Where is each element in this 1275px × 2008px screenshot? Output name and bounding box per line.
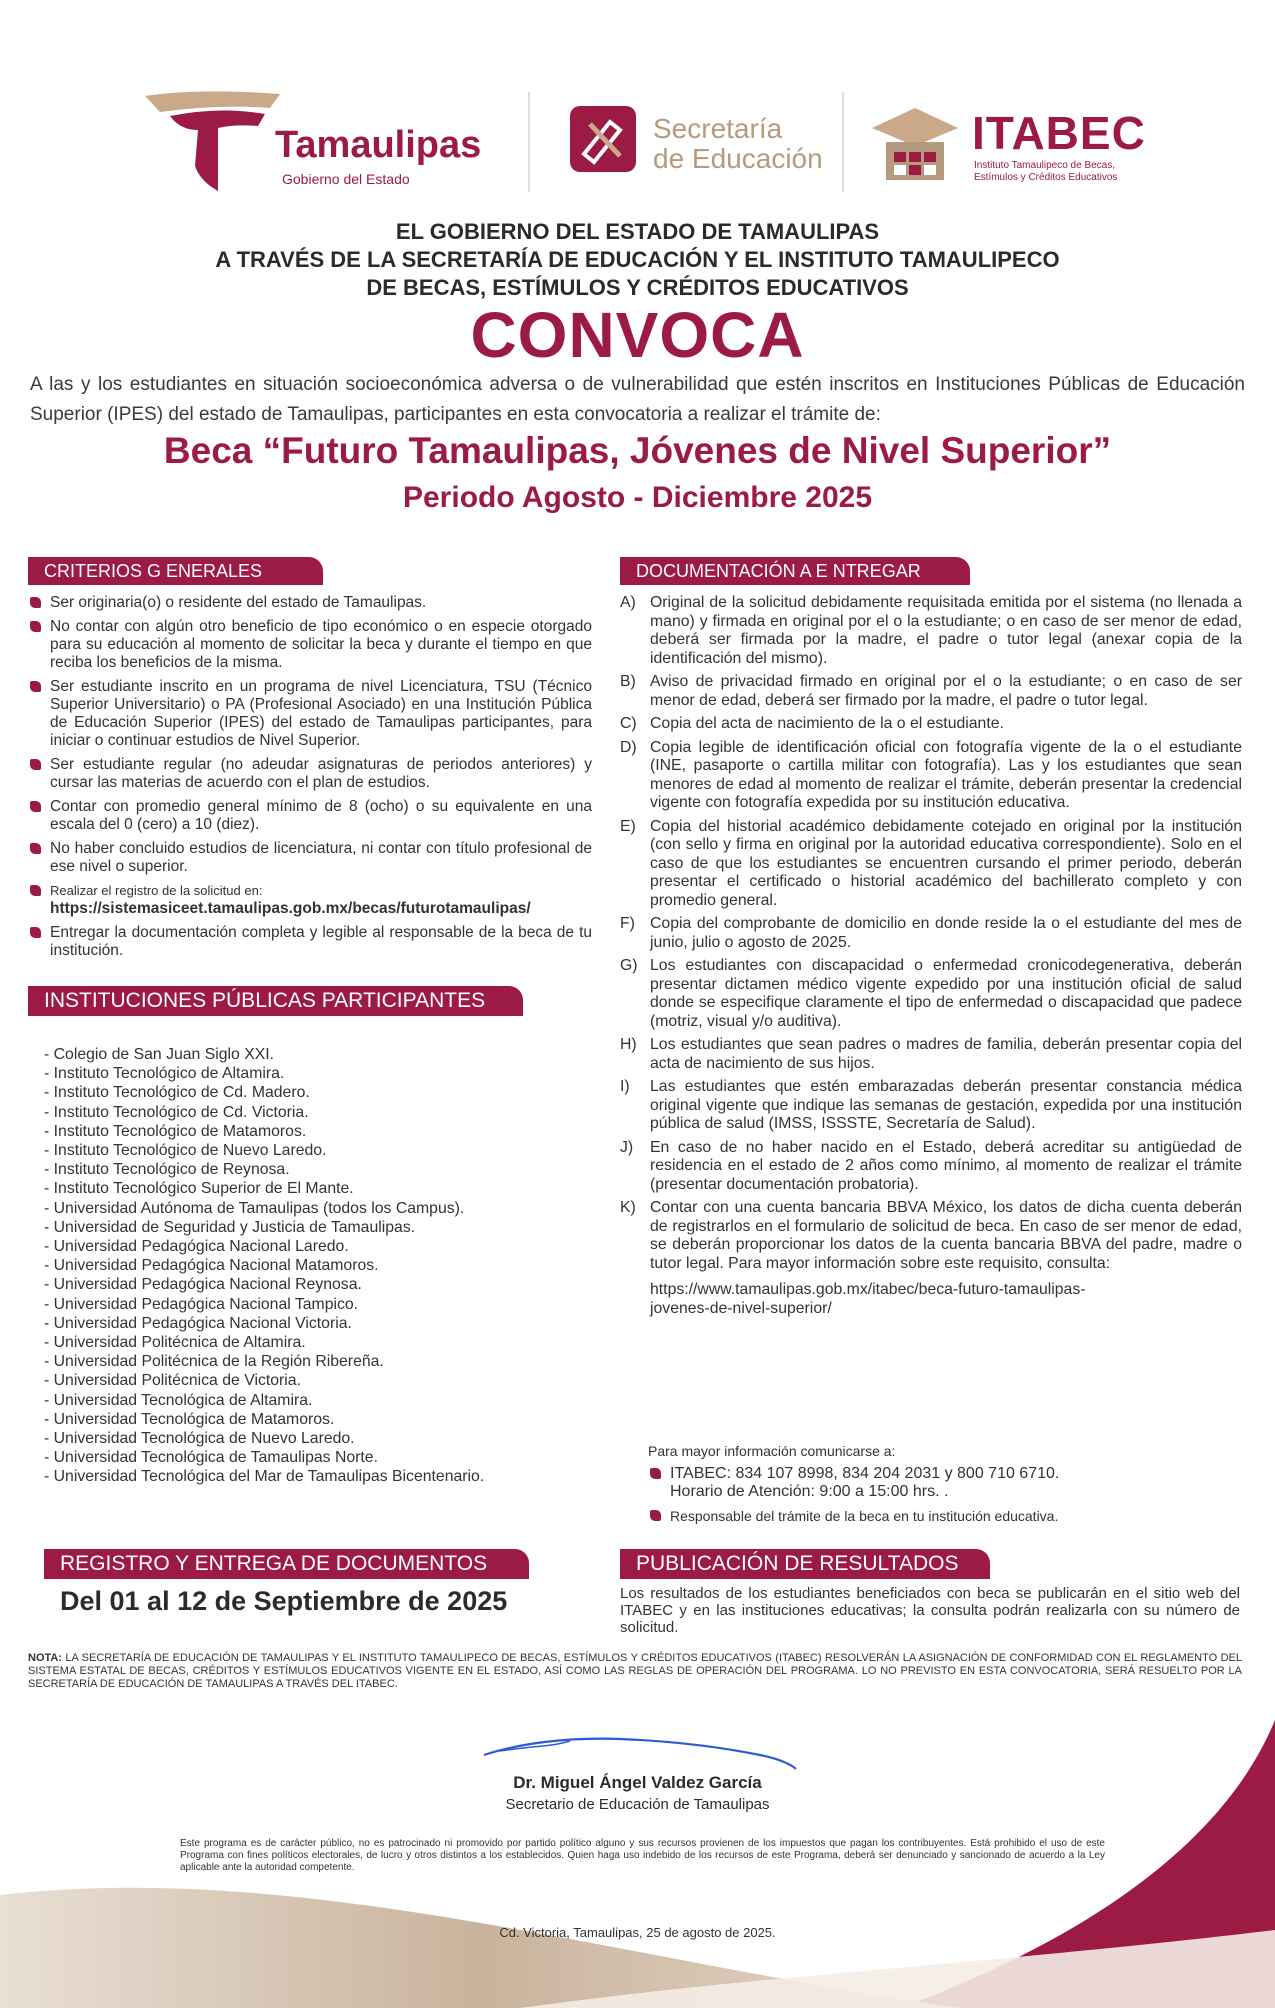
tamaulipas-logo-icon bbox=[140, 86, 280, 196]
list-item: - Instituto Tecnológico de Altamira. bbox=[44, 1065, 285, 1083]
list-item: I) Las estudiantes que estén embarazadas deberán presentar constancia médica original vigente que indique las semanas de gestación, expedida por una institución pública de salud (IMSS, ISSSTE, Secretaría de Salud). bbox=[620, 1078, 1242, 1132]
itabec-logo-sub: Instituto Tamaulipeco de Becas, Estímulos y Créditos Educativos bbox=[974, 160, 1118, 183]
list-item: - Instituto Tecnológico de Cd. Madero. bbox=[44, 1084, 310, 1102]
secretaria-logo-icon bbox=[570, 106, 636, 172]
itabec-logo-name: ITABEC bbox=[972, 107, 1146, 159]
logo-divider bbox=[528, 92, 530, 192]
list-item: - Universidad de Seguridad y Justicia de Tamaulipas. bbox=[44, 1218, 416, 1236]
list-item: - Universidad Pedagógica Nacional Matamoros. bbox=[44, 1257, 379, 1275]
registro-url-link[interactable]: https://sistemasiceet.tamaulipas.gob.mx/becas/futurotamaulipas/ bbox=[50, 900, 531, 917]
list-item: - Universidad Pedagógica Nacional Reynosa. bbox=[44, 1276, 362, 1294]
contact-hours: Horario de Atención: 9:00 a 15:00 hrs. . bbox=[670, 1483, 949, 1500]
instituciones-list bbox=[44, 1045, 584, 1487]
intro-paragraph: A las y los estudiantes en situación socioeconómica adversa o de vulnerabilidad que estén inscritos en Instituciones Públicas de Educación Superior (IPES) del estado de Tamaulipas, participantes en esta convocatoria a realizar el trámite de: bbox=[30, 374, 1245, 425]
list-item bbox=[28, 882, 592, 918]
list-item: - Instituto Tecnológico de Cd. Victoria. bbox=[44, 1103, 309, 1121]
list-item: - Universidad Autónoma de Tamaulipas (todos los Campus). bbox=[44, 1199, 465, 1217]
contact-label: Para mayor información comunicarse a: bbox=[648, 1443, 896, 1459]
list-item: - Instituto Tecnológico de Reynosa. bbox=[44, 1161, 290, 1179]
list-item: - Universidad Politécnica de Altamira. bbox=[44, 1334, 306, 1352]
list-item: - Instituto Tecnológico Superior de El Mante. bbox=[44, 1180, 354, 1198]
tamaulipas-logo-name: Tamaulipas bbox=[275, 124, 482, 166]
signature-image bbox=[480, 1725, 800, 1773]
list-item: D) Copia legible de identificación oficial con fotografía vigente de la o el estudiante (INE, pasaporte o cartilla militar con fotografía). Las y los estudiantes que sean menores de edad al momento de realizar el trámite, deberán presentar la credencial vigente con fotografía expedida por su institución educativa. bbox=[620, 738, 1242, 811]
list-item: - Universidad Pedagógica Nacional Tampico. bbox=[44, 1295, 359, 1313]
list-item: - Colegio de San Juan Siglo XXI. bbox=[44, 1046, 275, 1063]
registro-label: Realizar el registro de la solicitud en: bbox=[50, 883, 263, 898]
beca-title: Beca “Futuro Tamaulipas, Jóvenes de Nivel Superior” bbox=[163, 430, 1112, 471]
list-item: K) Contar con una cuenta bancaria BBVA México, los datos de dicha cuenta deberán de registrarlos en el formulario de solicitud de beca. En caso de ser menor de edad, se deberán proporcionar los datos de la cuenta bancaria BBVA del padre, madre o tutor legal. Para mayor información sobre este requisito, consulta: https://www.tamaulipas.gob.mx/itabec/beca-futuro-tamaulipas- jovenes-de-nivel-superior/ bbox=[620, 1199, 1242, 1317]
signer-name: Dr. Miguel Ángel Valdez García bbox=[513, 1773, 762, 1792]
disclaimer-paragraph: Este programa es de carácter público, no es patrocinado ni promovido por partido político alguno y sus recursos provienen de los impuestos que pagan los contribuyentes. Está prohibido el uso de este Programa con fines políticos electorales, de lucro y otros distintos a los establecidos. Quien haga uso indebido de los recursos de este Programa, deberá ser denunciado y sancionado de acuerdo a la Ley aplicable ante la autoridad competente. bbox=[180, 1838, 1105, 1873]
beca-info-url-link[interactable]: https://www.tamaulipas.gob.mx/itabec/beca-futuro-tamaulipas- jovenes-de-nivel-superior/ bbox=[650, 1281, 1086, 1317]
signer-role: Secretario de Educación de Tamaulipas bbox=[505, 1796, 770, 1813]
publicacion-header: PUBLICACIÓN DE RESULTADOS bbox=[620, 1549, 990, 1579]
periodo-subtitle: Periodo Agosto - Diciembre 2025 bbox=[402, 481, 872, 514]
registro-header: REGISTRO Y ENTREGA DE DOCUMENTOS bbox=[44, 1549, 529, 1579]
list-item bbox=[648, 1465, 1208, 1501]
list-item: - Universidad Tecnológica de Altamira. bbox=[44, 1391, 313, 1409]
list-item: F) Copia del comprobante de domicilio en donde reside la o el estudiante del mes de junio, julio o agosto de 2025. bbox=[620, 915, 1242, 951]
tamaulipas-logo-sub: Gobierno del Estado bbox=[282, 171, 410, 187]
list-item: Contar con promedio general mínimo de 8 (ocho) o su equivalente en una escala del 0 (cero) a 10 (diez). bbox=[28, 798, 592, 834]
list-item: - Universidad Politécnica de la Región Ribereña. bbox=[44, 1353, 384, 1371]
list-item: Ser estudiante regular (no adeudar asignaturas de periodos anteriores) y cursar las materias de acuerdo con el plan de estudios. bbox=[28, 756, 592, 792]
list-item: - Universidad Tecnológica de Tamaulipas Norte. bbox=[44, 1449, 378, 1467]
list-item: A) Original de la solicitud debidamente requisitada emitida por el sistema (no llenada a mano) y firmada en original por el o la estudiante; o en caso de ser menor de edad, deberá ser firmada por la madre, el padre o tutor legal (anexar copia de la identificación del mismo). bbox=[620, 594, 1242, 667]
list-item: H) Los estudiantes que sean padres o madres de familia, deberán presentar copia del acta de nacimiento de sus hijos. bbox=[620, 1036, 1242, 1072]
contact-section bbox=[648, 1443, 1208, 1531]
graduation-cap-icon bbox=[868, 102, 962, 186]
criterios-header: CRITERIOS G ENERALES bbox=[28, 557, 323, 585]
list-item: Responsable del trámite de la beca en tu institución educativa. bbox=[648, 1507, 1208, 1525]
list-item: - Universidad Pedagógica Nacional Laredo. bbox=[44, 1238, 349, 1256]
nota-paragraph: NOTA: LA SECRETARÍA DE EDUCACIÓN DE TAMAULIPAS Y EL INSTITUTO TAMAULIPECO DE BECAS, ESTÍMULOS Y CRÉDITOS EDUCATIVOS (ITABEC) RESOLVERÁN LA ASIGNACIÓN DE CONFORMIDAD CON EL REGLAMENTO DEL SISTEMA ESTATAL DE BECAS, CRÉDITOS Y ESTÍMULOS EDUCATIVOS VIGENTE EN EL ESTADO, ASÍ COMO LAS REGLAS DE OPERACIÓN DEL PROGRAMA. LO NO PREVISTO EN ESTA CONVOCATORIA, SERÁ RESUELTO POR LA SECRETARÍA DE EDUCACIÓN DE TAMAULIPAS A TRAVÉS DEL ITABEC. bbox=[28, 1652, 1242, 1690]
criterios-section bbox=[28, 594, 592, 966]
list-item: - Instituto Tecnológico de Matamoros. bbox=[44, 1122, 307, 1140]
registro-dates: Del 01 al 12 de Septiembre de 2025 bbox=[60, 1586, 508, 1616]
logo-divider bbox=[842, 92, 844, 192]
documentacion-header: DOCUMENTACIÓN A E NTREGAR bbox=[620, 557, 970, 585]
place-date: Cd. Victoria, Tamaulipas, 25 de agosto de 2025. bbox=[499, 1925, 776, 1940]
list-item: - Instituto Tecnológico de Nuevo Laredo. bbox=[44, 1142, 327, 1160]
list-item: C) Copia del acta de nacimiento de la o el estudiante. bbox=[620, 715, 1004, 732]
list-item: Entregar la documentación completa y legible al responsable de la beca de tu institución. bbox=[28, 924, 592, 960]
header-logos bbox=[0, 80, 1275, 205]
list-item: B) Aviso de privacidad firmado en original por el o la estudiante; o en caso de ser menor de edad, deberá ser firmado por la madre, el padre o tutor legal. bbox=[620, 673, 1242, 709]
list-item: - Universidad Tecnológica del Mar de Tamaulipas Bicentenario. bbox=[44, 1468, 485, 1486]
list-item: Ser originaria(o) o residente del estado de Tamaulipas. bbox=[28, 594, 592, 612]
list-item: - Universidad Tecnológica de Nuevo Laredo. bbox=[44, 1430, 355, 1448]
criterios-list bbox=[28, 594, 592, 960]
convocatoria-heading: EL GOBIERNO DEL ESTADO DE TAMAULIPAS A TRAVÉS DE LA SECRETARÍA DE EDUCACIÓN Y EL INSTITUTO TAMAULIPECO DE BECAS, ESTÍMULOS Y CRÉDITOS EDUCATIVOS bbox=[215, 219, 1060, 300]
list-item: Ser estudiante inscrito en un programa de nivel Licenciatura, TSU (Técnico Superior Universitario) o PA (Profesional Asociado) en una Institución Pública de Educación Superior (IPES) del estado de Tamaulipas participantes, para iniciar o continuar estudios de Nivel Superior. bbox=[28, 678, 592, 750]
convoca-title: CONVOCA bbox=[470, 299, 805, 371]
instituciones-header: INSTITUCIONES PÚBLICAS PARTICIPANTES bbox=[28, 986, 523, 1016]
list-item: No haber concluido estudios de licenciatura, ni contar con título profesional de ese nivel o superior. bbox=[28, 840, 592, 876]
list-item: - Universidad Politécnica de Victoria. bbox=[44, 1372, 301, 1390]
contact-phones: ITABEC: 834 107 8998, 834 204 2031 y 800 710 6710. bbox=[670, 1465, 1060, 1482]
list-item: E) Copia del historial académico debidamente cotejado en original por la institución (con sello y firma en original por la autoridad educativa correspondiente). Solo en el caso de que los estudiantes se encuentren cursando el primer periodo, deberán presentar el certificado o historial académico del bachillerato completo y con promedio general. bbox=[620, 817, 1242, 909]
list-item: - Universidad Tecnológica de Matamoros. bbox=[44, 1410, 335, 1428]
list-item: G) Los estudiantes con discapacidad o enfermedad cronicodegenerativa, deberán presentar dictamen médico vigente expedido por una institución oficial de salud donde se especifique claramente el tipo de enfermedad o discapacidad que padece (motriz, visual y/o auditiva). bbox=[620, 957, 1242, 1030]
list-item: No contar con algún otro beneficio de tipo económico o en especie otorgado para su educación al momento de solicitar la beca y durante el tiempo en que reciba los beneficios de la misma. bbox=[28, 618, 592, 672]
secretaria-logo-text: Secretaría de Educación bbox=[653, 113, 823, 174]
list-item: - Universidad Pedagógica Nacional Victoria. bbox=[44, 1314, 352, 1332]
documentacion-list bbox=[616, 594, 1242, 1318]
publicacion-text: Los resultados de los estudiantes beneficiados con beca se publicarán en el sitio web del ITABEC y en las instituciones educativas; la consulta podrán realizarla con su número de solicitud. bbox=[620, 1585, 1240, 1636]
documentacion-section bbox=[616, 594, 1242, 1323]
list-item: J) En caso de no haber nacido en el Estado, deberá acreditar su antigüedad de residencia en el estado de 2 años como mínimo, al momento de realizar el trámite (presentar documentación probatoria). bbox=[620, 1138, 1242, 1193]
